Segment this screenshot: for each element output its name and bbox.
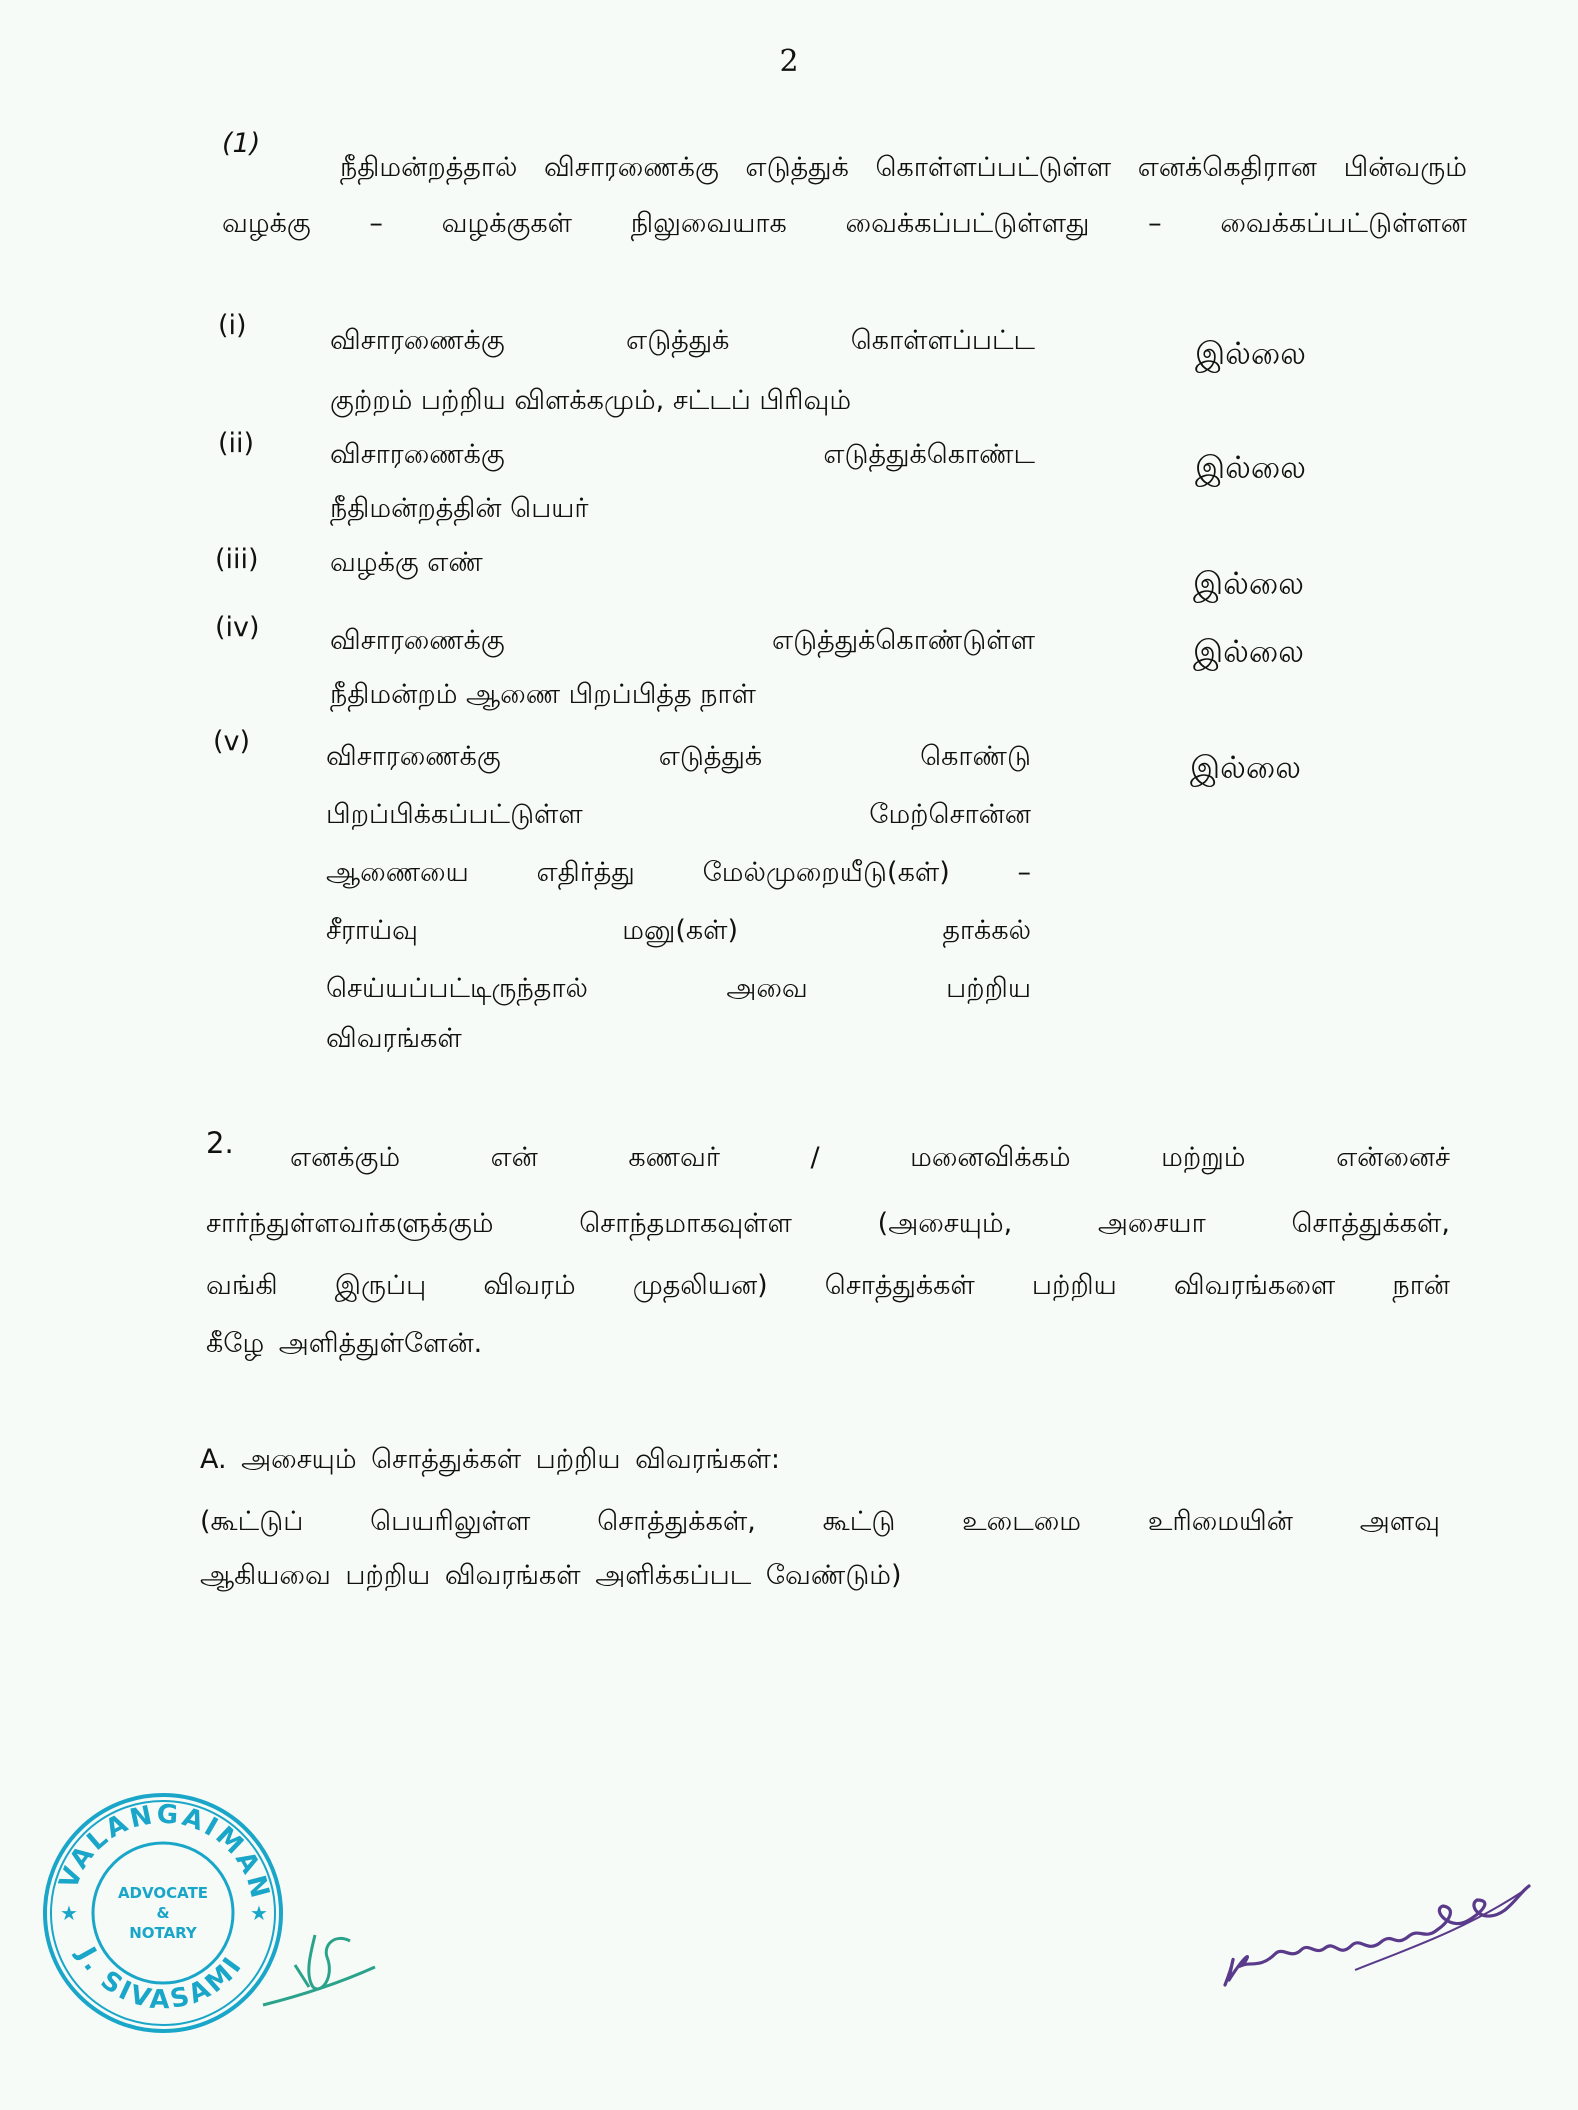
stamp-inner2: & (156, 1904, 170, 1922)
item-5-line3: ஆணையை எதிர்த்து மேல்முறையீடு(கள்) – (326, 857, 1031, 888)
item-4-number: (iv) (215, 612, 260, 643)
sectionA-heading: A. அசையும் சொத்துக்கள் பற்றிய விவரங்கள்: (200, 1444, 781, 1475)
item-5-line1: விசாரணைக்கு எடுத்துக் கொண்டு (326, 741, 1031, 772)
section1-number: (1) (222, 128, 261, 159)
item-5-line5: செய்யப்பட்டிருந்தால் அவை பற்றிய (326, 973, 1031, 1004)
sectionA-line2: ஆகியவை பற்றிய விவரங்கள் அளிக்கப்பட வேண்டும்) (200, 1560, 902, 1591)
item-5-line4: சீராய்வு மனு(கள்) தாக்கல் (326, 915, 1031, 946)
page-number: 2 (779, 44, 799, 79)
item-1-line1: விசாரணைக்கு எடுத்துக் கொள்ளப்பட்ட (330, 325, 1035, 356)
applicant-signature (1205, 1870, 1535, 2010)
section2-line4: கீழே அளித்துள்ளேன். (206, 1328, 483, 1359)
section2-number: 2. (206, 1126, 234, 1160)
stamp-outer-top: VALANGAIMAN (53, 1799, 276, 1904)
stamp-inner1: ADVOCATE (117, 1884, 209, 1902)
item-2-line2: நீதிமன்றத்தின் பெயர் (330, 493, 589, 524)
item-5-number: (v) (213, 726, 251, 757)
item-1-answer: இல்லை (1195, 336, 1306, 372)
item-1-line2: குற்றம் பற்றிய விளக்கமும், சட்டப் பிரிவும் (330, 385, 852, 416)
stamp-outer-bottom: J. SIVASAMI (70, 1942, 250, 2016)
item-2-answer: இல்லை (1195, 450, 1306, 486)
item-1-number: (i) (218, 310, 247, 341)
section2-line3: வங்கி இருப்பு விவரம் முதலியன) சொத்துக்கள் பற்றிய விவரங்களை நான் (206, 1270, 1450, 1301)
section2-line2: சார்ந்துள்ளவர்களுக்கும் சொந்தமாகவுள்ள (அசையும், அசையா சொத்துக்கள், (206, 1208, 1450, 1239)
item-3-number: (iii) (215, 544, 259, 575)
item-4-line2: நீதிமன்றம் ஆணை பிறப்பித்த நாள் (330, 679, 756, 710)
item-5-line6: விவரங்கள் (326, 1023, 462, 1054)
stamp-star-right-icon: ★ (250, 1901, 268, 1925)
item-2-number: (ii) (218, 428, 255, 459)
item-3-answer: இல்லை (1193, 566, 1304, 602)
notary-stamp (38, 1788, 288, 2038)
stamp-star-left-icon: ★ (60, 1901, 78, 1925)
item-5-line2: பிறப்பிக்கப்பட்டுள்ள மேற்சொன்ன (326, 799, 1031, 830)
section2-line1: எனக்கும் என் கணவர் / மனைவிக்கம் மற்றும் என்னைச் (290, 1142, 1450, 1173)
item-5-answer: இல்லை (1190, 750, 1301, 786)
item-3-line1: வழக்கு எண் (330, 547, 483, 578)
item-2-line1: விசாரணைக்கு எடுத்துக்கொண்ட (330, 439, 1035, 470)
sectionA-line1: (கூட்டுப் பெயரிலுள்ள சொத்துக்கள், கூட்டு உடைமை உரிமையின் அளவு (200, 1506, 1440, 1537)
stamp-inner3: NOTARY (129, 1924, 197, 1942)
section1-intro-text: நீதிமன்றத்தால் விசாரணைக்கு எடுத்துக் கொள்ளப்பட்டுள்ள எனக்கெதிரான பின்வரும் வழக்கு – வழக்குகள் நிலுவையாக வைக்கப்பட்டுள்ளது – வைக்கப்பட்டுள்ளன (222, 152, 1467, 239)
section1-intro (222, 140, 1467, 252)
initial-signature (255, 1905, 385, 2015)
item-4-answer: இல்லை (1193, 634, 1304, 670)
item-4-line1: விசாரணைக்கு எடுத்துக்கொண்டுள்ள (330, 625, 1035, 656)
